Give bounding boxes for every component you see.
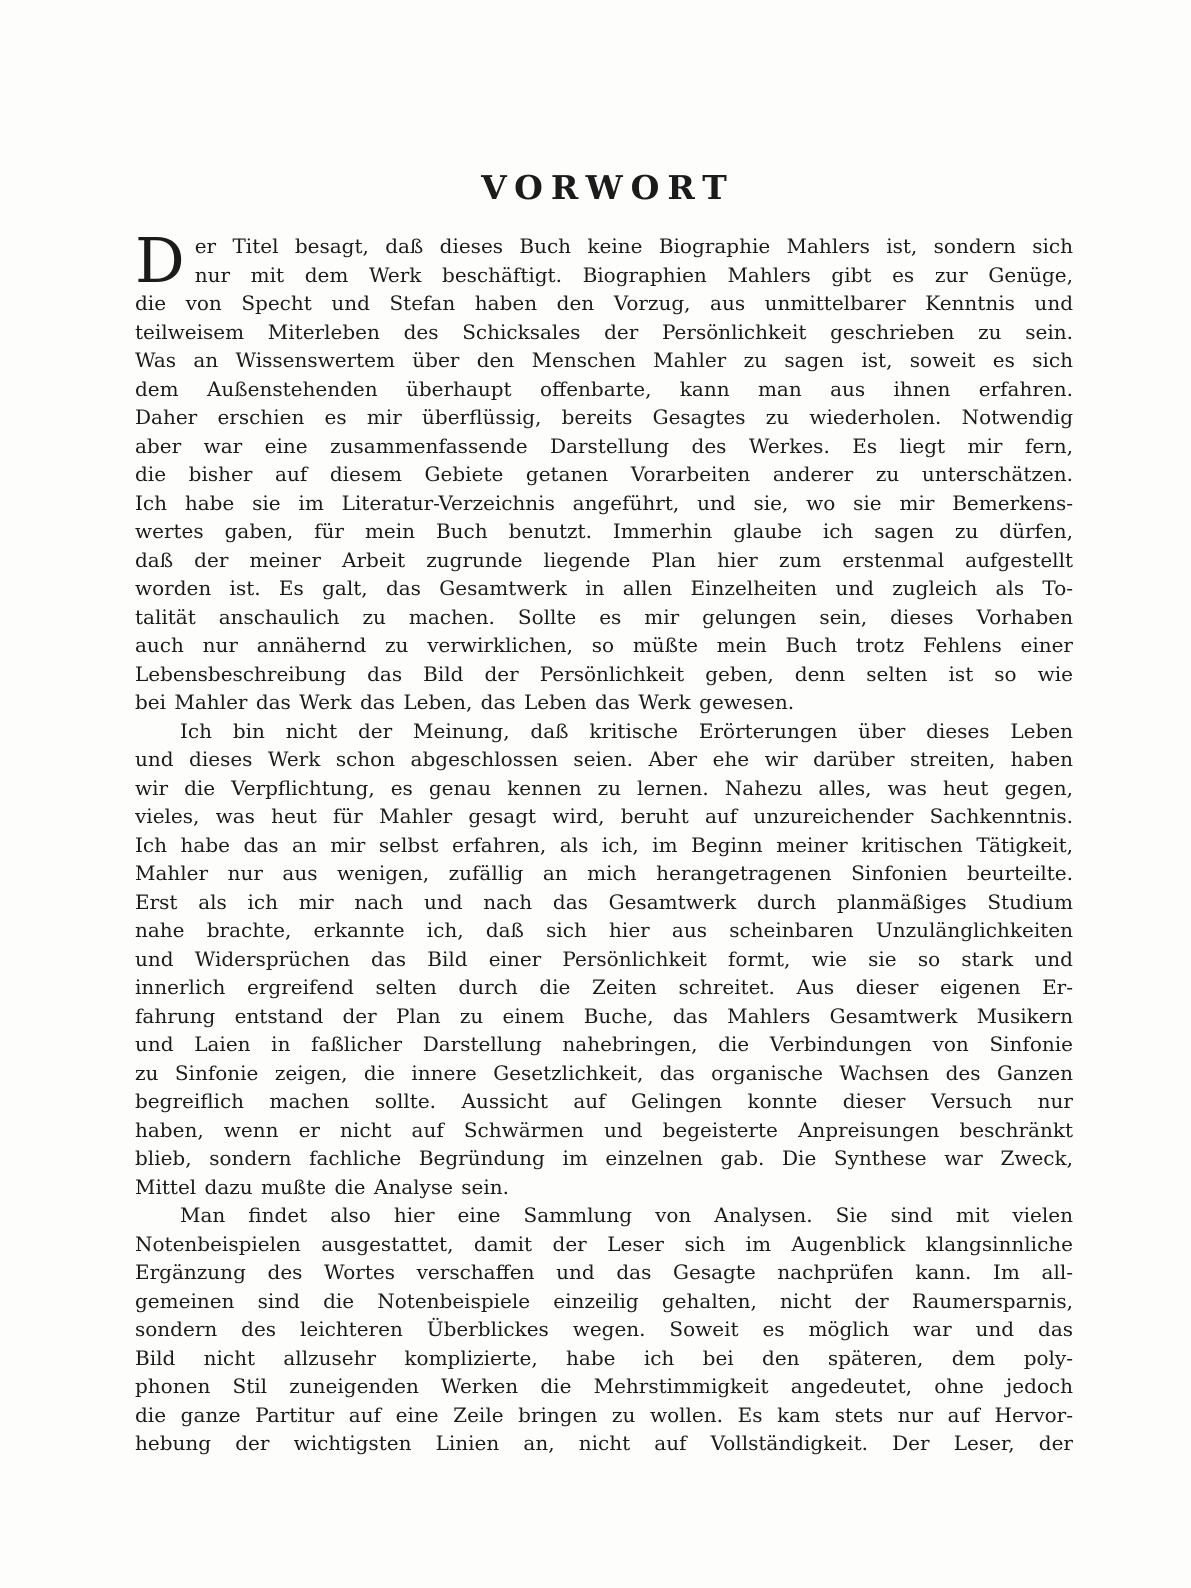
text-line: Daher erschien es mir überflüssig, bereits Gesagtes zu wiederholen. Notwendig (135, 405, 1073, 429)
text-line: Lebensbeschreibung das Bild der Persönlichkeit geben, denn selten ist so wie (135, 661, 1073, 686)
drop-cap: D (135, 224, 185, 297)
text-line: nur mit dem Werk beschäftigt. Biographien Mahlers gibt es zur Genüge, (194, 262, 1073, 287)
text-line: wertes gaben, für mein Buch benutzt. Immerhin glaube ich sagen zu dürfen, (135, 519, 1073, 543)
text-line: bei Mahler das Werk das Leben, das Leben das Werk gewesen. (135, 690, 795, 714)
text-line: Bild nicht allzusehr komplizierte, habe ich bei den späteren, dem poly- (135, 1345, 1073, 1370)
text-line: Ergänzung des Wortes verschaffen und das Gesagte nachprüfen kann. Im all- (135, 1260, 1073, 1284)
text-line: er Titel besagt, daß dieses Buch keine Biographie Mahlers ist, sondern sich (194, 234, 1073, 258)
paragraph (135, 1201, 1073, 1458)
text-line: die bisher auf diesem Gebiete getanen Vorarbeiten anderer zu unterschätzen. (135, 462, 1073, 486)
text-line: begreiflich machen sollte. Aussicht auf Gelingen konnte dieser Versuch nur (135, 1089, 1073, 1113)
text-line: gemeinen sind die Notenbeispiele einzeilig gehalten, nicht der Raumersparnis, (135, 1288, 1073, 1313)
text-line: Man findet also hier eine Sammlung von Analysen. Sie sind mit vielen (180, 1203, 1073, 1227)
text-line: blieb, sondern fachliche Begründung im einzelnen gab. Die Synthese war Zweck, (135, 1146, 1073, 1170)
text-line: auch nur annähernd zu verwirklichen, so müßte mein Buch trotz Fehlens einer (135, 633, 1073, 657)
text-line: haben, wenn er nicht auf Schwärmen und begeisterte Anpreisungen beschränkt (135, 1117, 1073, 1142)
paragraph (135, 717, 1073, 1202)
text-line: und Widersprüchen das Bild einer Persönlichkeit formt, wie sie so stark und (135, 946, 1073, 971)
text-line: die von Specht und Stefan haben den Vorzug, aus unmittelbarer Kenntnis und (135, 291, 1073, 315)
text-content (135, 170, 1073, 1458)
text-line: Mahler nur aus wenigen, zufällig an mich herangetragenen Sinfonien beurteilte. (135, 861, 1073, 885)
text-line: Mittel dazu mußte die Analyse sein. (135, 1174, 510, 1199)
text-line: und dieses Werk schon abgeschlossen seien. Aber ehe wir darüber streiten, haben (135, 747, 1073, 771)
text-line: innerlich ergreifend selten durch die Zeiten schreitet. Aus dieser eigenen Er- (135, 975, 1073, 999)
text-line: Ich bin nicht der Meinung, daß kritische Erörterungen über dieses Leben (180, 718, 1073, 743)
text-line: vieles, was heut für Mahler gesagt wird, beruht auf unzureichender Sachkenntnis. (135, 804, 1073, 828)
text-line: phonen Stil zuneigenden Werken die Mehrstimmigkeit angedeutet, ohne jedoch (135, 1374, 1073, 1398)
text-line: Erst als ich mir nach und nach das Gesamtwerk durch planmäßiges Studium (135, 889, 1073, 914)
text-line: aber war eine zusammenfassende Darstellung des Werkes. Es liegt mir fern, (135, 433, 1073, 458)
text-line: und Laien in faßlicher Darstellung nahebringen, die Verbindungen von Sinfonie (135, 1032, 1073, 1056)
text-block (135, 224, 1073, 1458)
text-line: zu Sinfonie zeigen, die innere Gesetzlichkeit, das organische Wachsen des Ganzen (135, 1060, 1073, 1085)
text-line: daß der meiner Arbeit zugrunde liegende Plan hier zum erstenmal aufgestellt (135, 547, 1073, 572)
page-title: VORWORT (481, 168, 735, 207)
text-line: sondern des leichteren Überblickes wegen. Soweit es möglich war und das (135, 1317, 1073, 1341)
text-line: Ich habe sie im Literatur-Verzeichnis angeführt, und sie, wo sie mir Bemerkens- (135, 490, 1073, 515)
paragraph (135, 224, 1073, 717)
text-line: hebung der wichtigsten Linien an, nicht auf Vollständigkeit. Der Leser, der (135, 1431, 1073, 1455)
text-line: die ganze Partitur auf eine Zeile bringen zu wollen. Es kam stets nur auf Hervor- (135, 1402, 1073, 1427)
text-line: worden ist. Es galt, das Gesamtwerk in allen Einzelheiten und zugleich als To- (135, 576, 1073, 600)
text-line: talität anschaulich zu machen. Sollte es mir gelungen sein, dieses Vorhaben (135, 604, 1073, 629)
text-line: Ich habe das an mir selbst erfahren, als ich, im Beginn meiner kritischen Tätigkeit, (135, 832, 1073, 857)
text-line: dem Außenstehenden überhaupt offenbarte, kann man aus ihnen erfahren. (135, 376, 1073, 401)
text-line: Was an Wissenswertem über den Menschen Mahler zu sagen ist, soweit es sich (135, 348, 1073, 372)
text-line: fahrung entstand der Plan zu einem Buche, das Mahlers Gesamtwerk Musikern (135, 1003, 1073, 1028)
text-line: teilweisem Miterleben des Schicksales der Persönlichkeit geschrieben zu sein. (135, 319, 1073, 344)
text-line: nahe brachte, erkannte ich, daß sich hier aus scheinbaren Unzulänglichkeiten (135, 918, 1073, 942)
text-line: wir die Verpflichtung, es genau kennen zu lernen. Nahezu alles, was heut gegen, (135, 775, 1073, 800)
text-line: Notenbeispielen ausgestattet, damit der Leser sich im Augenblick klangsinnliche (135, 1231, 1073, 1256)
